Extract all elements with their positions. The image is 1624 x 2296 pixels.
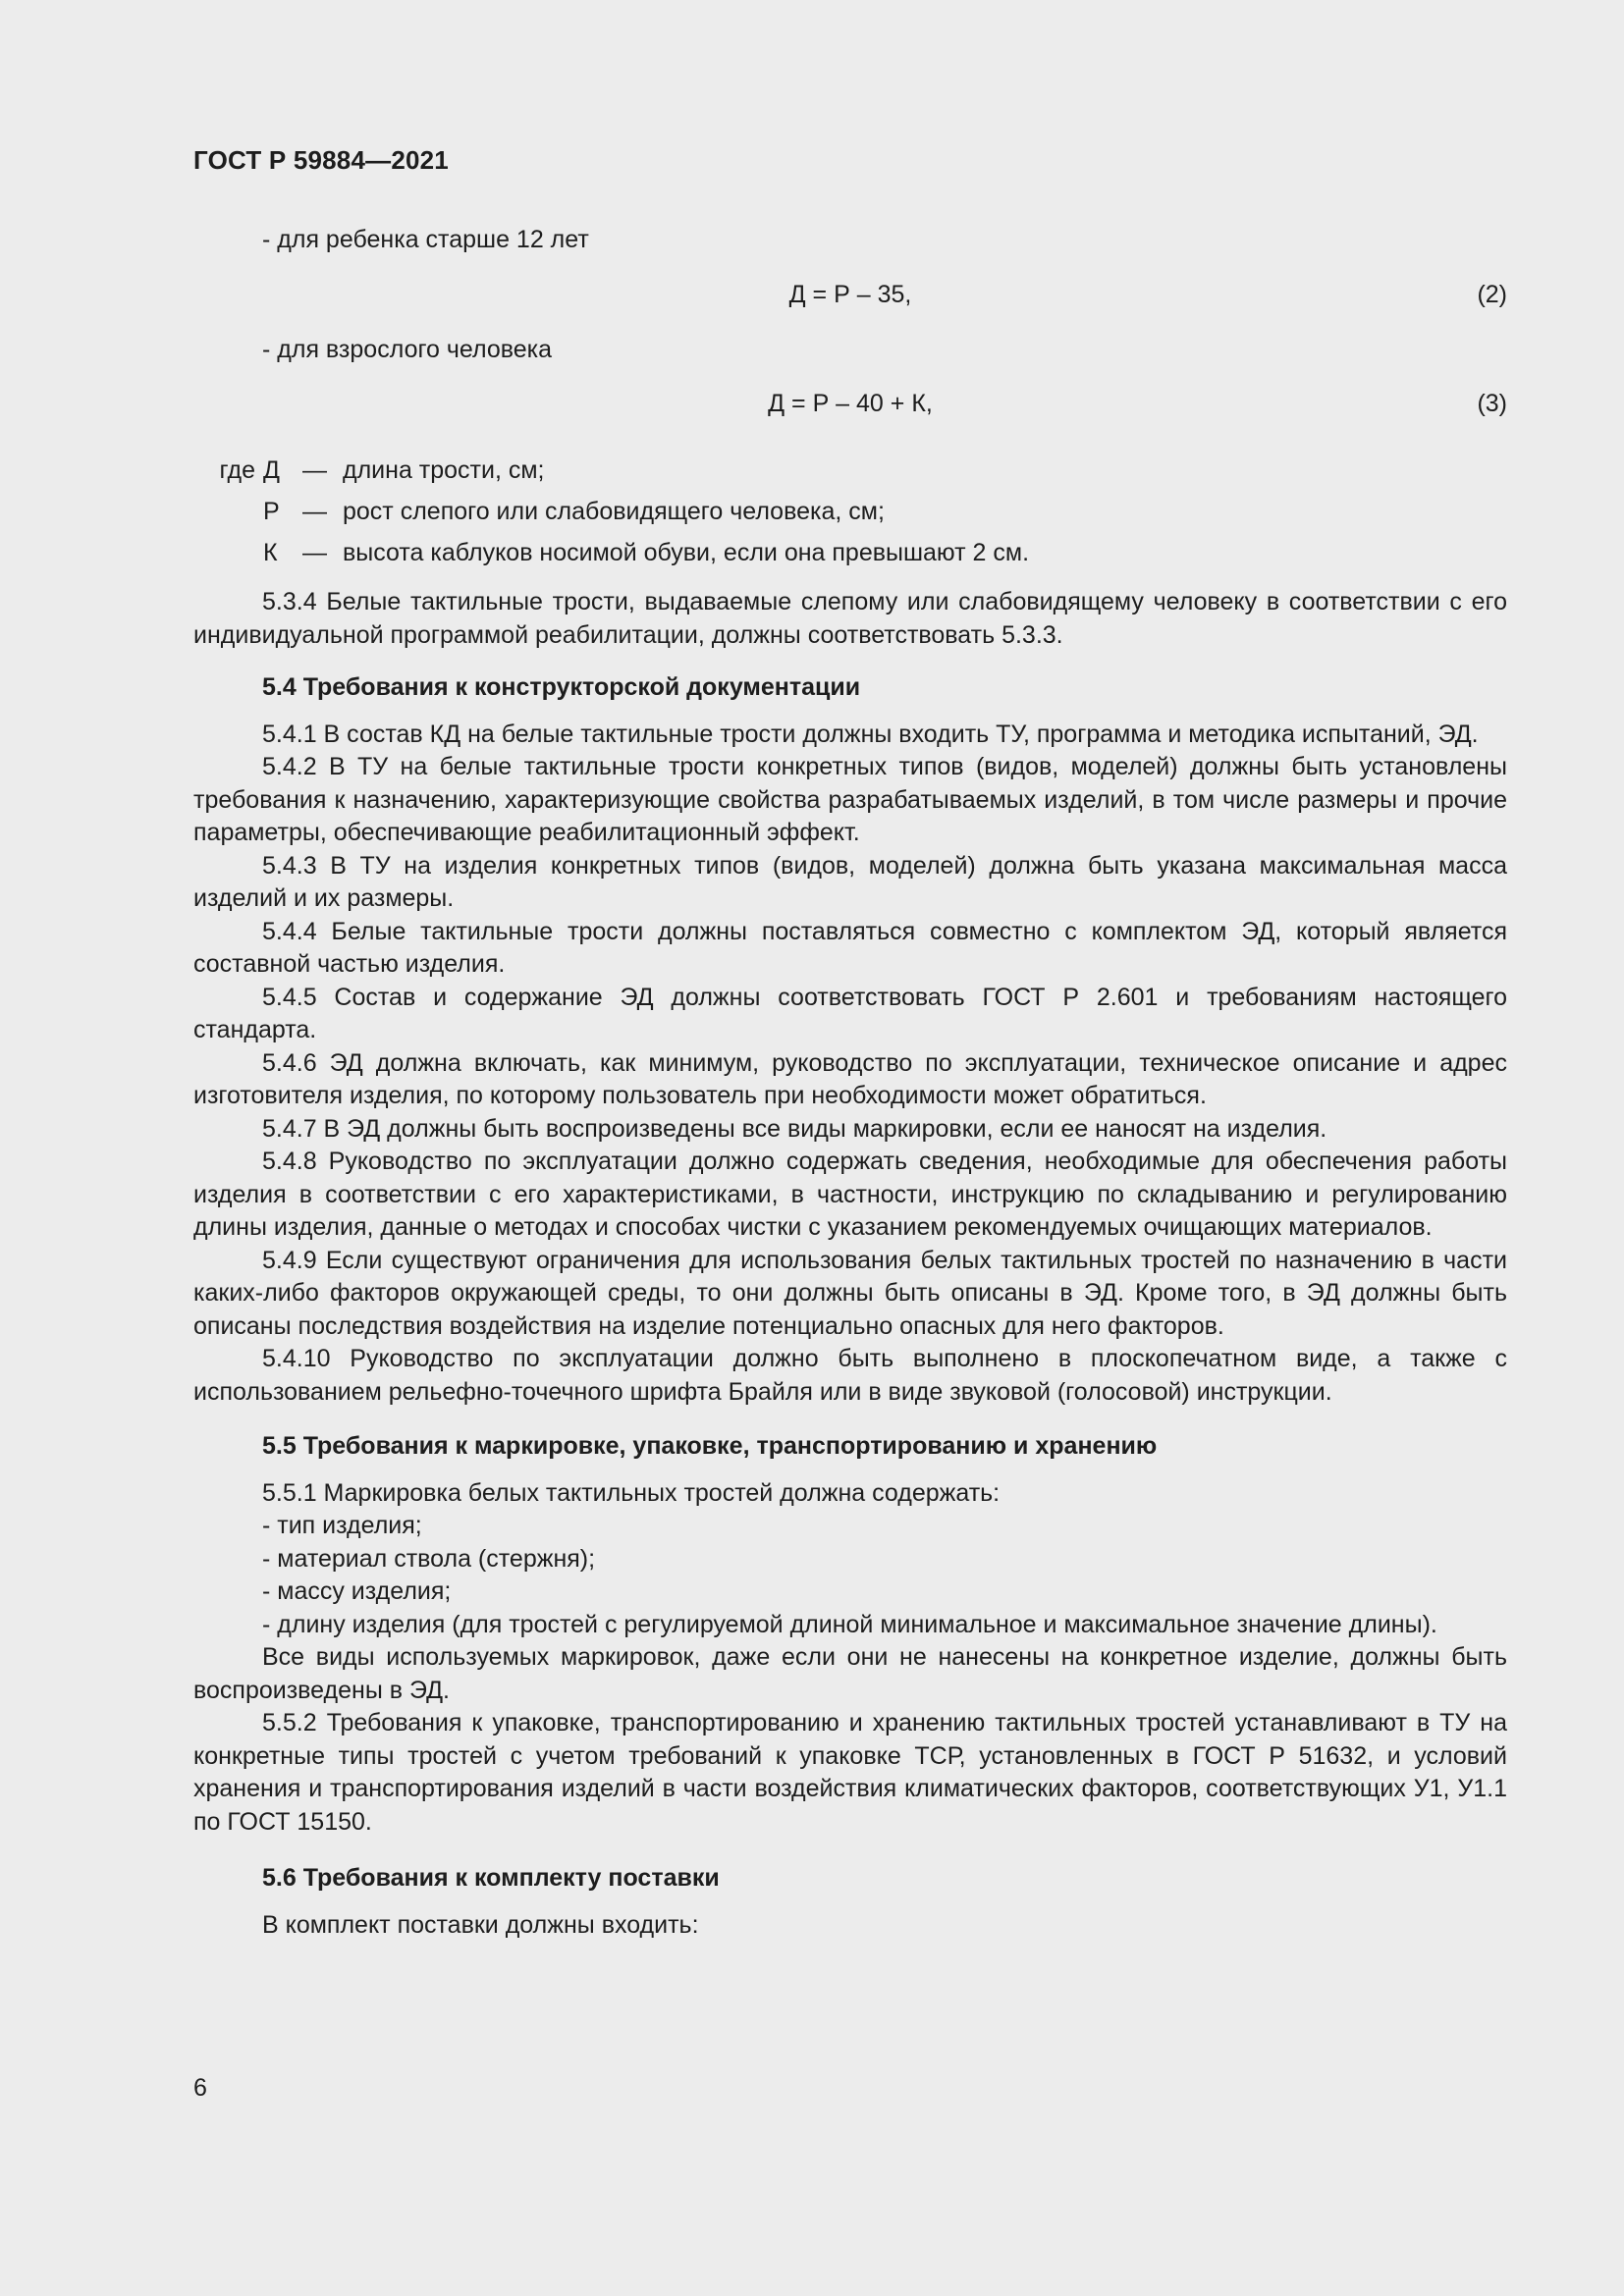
formula-3-expression: Д = Р – 40 + К,	[768, 390, 933, 417]
paragraph-5-4-7: 5.4.7 В ЭД должны быть воспроизведены все виды маркировки, если ее наносят на изделия.	[262, 1114, 1327, 1143]
page-number: 6	[193, 2074, 207, 2102]
marking-list-item: - тип изделия;	[262, 1512, 422, 1539]
where-row	[193, 454, 1507, 496]
where-description: рост слепого или слабовидящего человека, см;	[343, 498, 885, 525]
formula-3-number: (3)	[1477, 390, 1507, 417]
paragraph-5-4-8: 5.4.8 Руководство по эксплуатации должно содержать сведения, необходимые для обеспечения работы изделия в соответствии с его характеристиками, в частности, инструкцию по складыванию и регулированию длины изделия, данные о методах и способах чистки с указанием рекомендуемых очищающих материалов.	[193, 1148, 1507, 1241]
section-5-6-title: 5.6 Требования к комплекту поставки	[262, 1864, 720, 1892]
formula-3	[193, 388, 1507, 421]
paragraph-5-4-9: 5.4.9 Если существуют ограничения для использования белых тактильных тростей по назначению в части каких-либо факторов окружающей среды, то они должны быть описаны в ЭД. Кроме того, в ЭД должны быть описаны последствия воздействия на изделие потенциально опасных для него факторов.	[193, 1246, 1507, 1340]
formula-2	[193, 279, 1507, 312]
where-legend	[193, 454, 1507, 578]
paragraph-all-markings: Все виды используемых маркировок, даже если они не нанесены на конкретное изделие, должны быть воспроизведены в ЭД.	[193, 1643, 1507, 1704]
formula-2-number: (2)	[1477, 280, 1507, 308]
where-dash: —	[302, 539, 327, 566]
where-prefix: где	[219, 456, 255, 484]
document-body	[193, 224, 1507, 1942]
where-symbol: К	[263, 539, 278, 566]
paragraph-5-4-3: 5.4.3 В ТУ на изделия конкретных типов (видов, моделей) должна быть указана максимальная масса изделий и их размеры.	[193, 851, 1507, 912]
paragraph-5-4-6: 5.4.6 ЭД должна включать, как минимум, руководство по эксплуатации, техническое описание и адрес изготовителя изделия, по которому пользователь при необходимости может обратиться.	[193, 1048, 1507, 1109]
marking-list-item-length: - длину изделия (для тростей с регулируемой длиной минимальное и максимальное значение длины).	[262, 1610, 1437, 1638]
paragraph-5-5-2: 5.5.2 Требования к упаковке, транспортированию и хранению тактильных тростей устанавливают в ТУ на конкретные типы тростей с учетом требований к упаковке ТСР, установленных в ГОСТ Р 51632, и условий хранения и транспортирования изделий в части воздействия климатических факторов, соответствующих У1, У1.1 по ГОСТ 15150.	[193, 1709, 1507, 1836]
where-dash: —	[302, 456, 327, 484]
section-5-5-title: 5.5 Требования к маркировке, упаковке, транспортированию и хранению	[262, 1432, 1158, 1460]
formula-2-expression: Д = Р – 35,	[788, 280, 912, 308]
paragraph-5-5-1: 5.5.1 Маркировка белых тактильных тростей должна содержать:	[262, 1478, 1001, 1507]
section-5-4-title: 5.4 Требования к конструкторской документации	[262, 673, 861, 701]
paragraph-5-4-5: 5.4.5 Состав и содержание ЭД должны соответствовать ГОСТ Р 2.601 и требованиям настоящего стандарта.	[193, 983, 1507, 1043]
adult-condition-line: - для взрослого человека	[262, 335, 553, 363]
marking-list-item: - материал ствола (стержня);	[262, 1544, 596, 1573]
where-dash: —	[302, 498, 327, 525]
where-description: длина трости, см;	[343, 456, 545, 484]
paragraph-delivery-set: В комплект поставки должны входить:	[262, 1910, 699, 1939]
paragraph-5-4-4: 5.4.4 Белые тактильные трости должны поставляться совместно с комплектом ЭД, который является составной частью изделия.	[193, 917, 1507, 978]
paragraph-5-4-2: 5.4.2 В ТУ на белые тактильные трости конкретных типов (видов, моделей) должны быть установлены требования к назначению, характеризующие свойства разрабатываемых изделий, в том числе размеры и прочие параметры, обеспечивающие реабилитационный эффект.	[193, 753, 1507, 846]
where-row	[193, 496, 1507, 537]
document-header-title: ГОСТ Р 59884—2021	[193, 145, 449, 175]
marking-list-item: - массу изделия;	[262, 1577, 452, 1605]
where-description: высота каблуков носимой обуви, если она превышают 2 см.	[343, 539, 1030, 566]
where-row	[193, 537, 1507, 578]
where-symbol: Р	[263, 498, 280, 525]
child-condition-line: - для ребенка старше 12 лет	[262, 226, 589, 253]
paragraph-5-4-1: 5.4.1 В состав КД на белые тактильные трости должны входить ТУ, программа и методика испытаний, ЭД.	[262, 720, 1479, 748]
where-symbol: Д	[263, 456, 280, 484]
paragraph-5-3-4: 5.3.4 Белые тактильные трости, выдаваемые слепому или слабовидящему человеку в соответствии с его индивидуальной программой реабилитации, должны соответствовать 5.3.3.	[193, 588, 1507, 649]
paragraph-5-4-10: 5.4.10 Руководство по эксплуатации должно быть выполнено в плоскопечатном виде, а также с использованием рельефно-точечного шрифта Брайля или в виде звуковой (голосовой) инструкции.	[193, 1345, 1507, 1406]
